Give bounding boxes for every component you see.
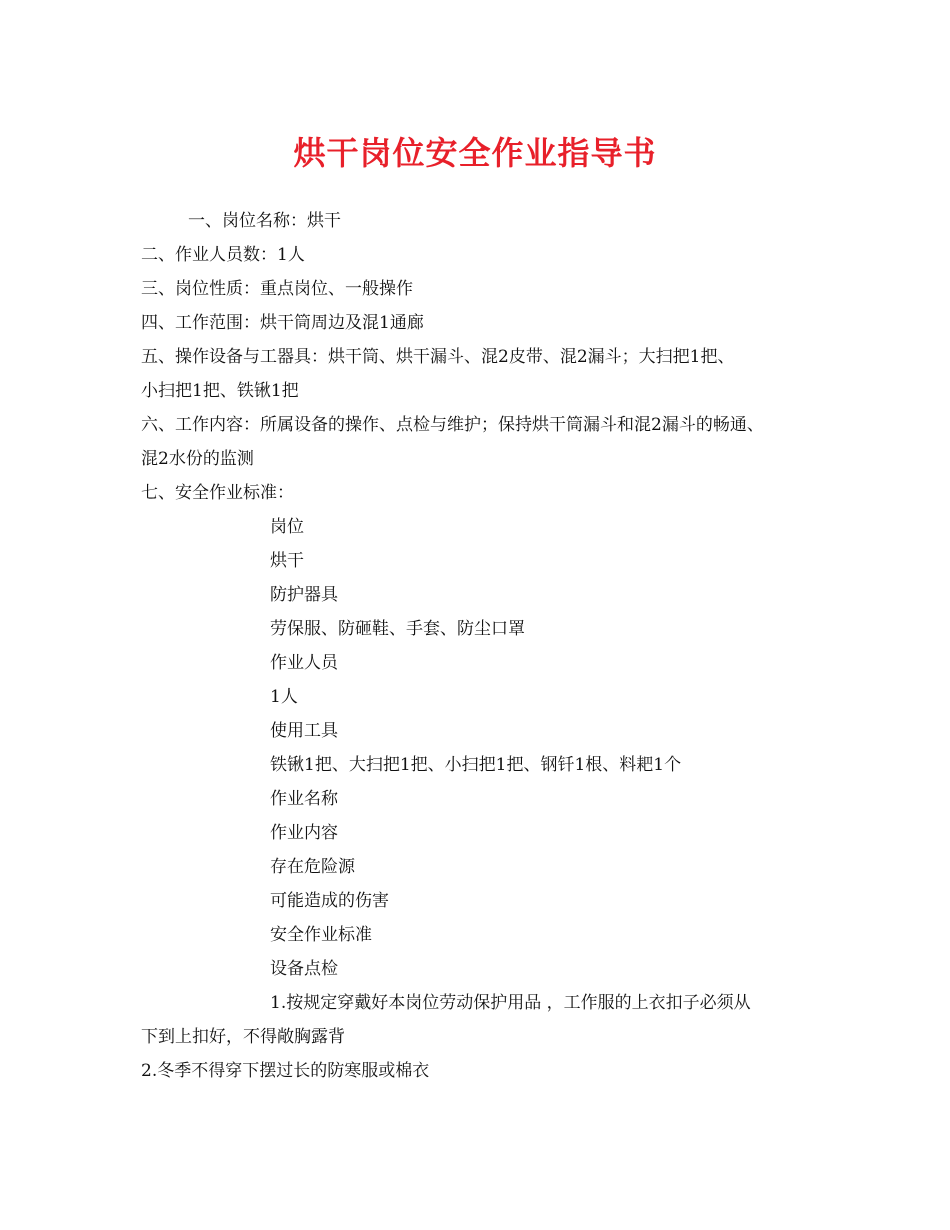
table-cell-tools-value: 铁锹1把、大扫把1把、小扫把1把、钢钎1根、料耙1个 <box>270 755 682 775</box>
standard-item-1: 1.按规定穿戴好本岗位劳动保护用品 ，工作服的上衣扣子必须从 <box>270 993 751 1013</box>
table-cell-protection-label: 防护器具 <box>270 585 338 605</box>
table-cell-tools-label: 使用工具 <box>270 721 338 741</box>
table-header-safety-standard: 安全作业标准 <box>270 925 372 945</box>
table-cell-staff-value: 1人 <box>270 687 298 707</box>
table-header-possible-injury: 可能造成的伤害 <box>270 891 389 911</box>
table-cell-equipment-inspection: 设备点检 <box>270 959 338 979</box>
text-line-safety-standard-heading: 七、安全作业标准： <box>141 483 294 503</box>
text-line-post-name: 一、岗位名称：烘干 <box>188 211 341 231</box>
text-line-post-nature: 三、岗位性质：重点岗位、一般操作 <box>141 279 413 299</box>
table-header-task-content: 作业内容 <box>270 823 338 843</box>
table-cell-staff-label: 作业人员 <box>270 653 338 673</box>
table-cell-post-value: 烘干 <box>270 551 304 571</box>
text-line-staff-count: 二、作业人员数：1人 <box>141 245 305 265</box>
standard-item-1-cont: 下到上扣好，不得敞胸露背 <box>141 1027 345 1047</box>
text-line-work-content-cont: 混2水份的监测 <box>141 449 254 469</box>
table-header-hazard-source: 存在危险源 <box>270 857 355 877</box>
text-line-work-content: 六、工作内容：所属设备的操作、点检与维护；保持烘干筒漏斗和混2漏斗的畅通、 <box>141 415 764 435</box>
table-cell-protection-value: 劳保服、防砸鞋、手套、防尘口罩 <box>270 619 525 639</box>
text-line-equipment-tools-cont: 小扫把1把、铁锹1把 <box>141 381 299 401</box>
text-line-equipment-tools: 五、操作设备与工器具：烘干筒、烘干漏斗、混2皮带、混2漏斗；大扫把1把、 <box>141 347 735 367</box>
table-header-task-name: 作业名称 <box>270 789 338 809</box>
text-line-work-scope: 四、工作范围：烘干筒周边及混1通廊 <box>141 313 424 333</box>
standard-item-2: 2.冬季不得穿下摆过长的防寒服或棉衣 <box>141 1061 430 1081</box>
document-title: 烘干岗位安全作业指导书 <box>293 134 657 172</box>
table-cell-post-label: 岗位 <box>270 517 304 537</box>
